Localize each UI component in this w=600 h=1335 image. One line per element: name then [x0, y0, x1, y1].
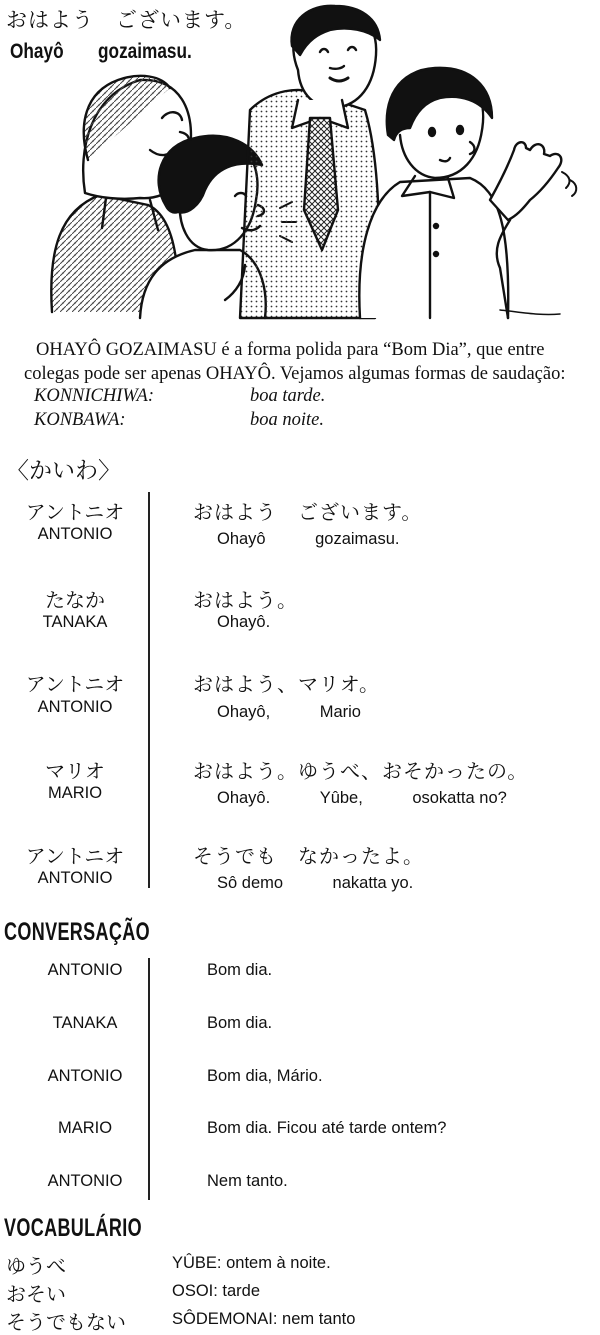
- line-romaji: Ohayô.: [217, 613, 271, 631]
- speaker-romaji: ANTONIO: [37, 869, 113, 887]
- line-japanese: おはよう ございます。: [193, 500, 423, 524]
- vocab-japanese: そうでもない: [6, 1310, 126, 1334]
- person-center-back: [240, 6, 380, 318]
- speaker-japanese: アントニオ: [25, 672, 125, 696]
- conversation-text: Bom dia, Mário.: [207, 1067, 323, 1085]
- kaiwa-heading: 〈かいわ〉: [6, 458, 121, 484]
- conversation-speaker: ANTONIO: [47, 1067, 123, 1085]
- line-japanese: おはよう。ゆうべ、おそかったの。: [193, 759, 529, 783]
- person-right: [359, 68, 576, 318]
- speaker-japanese: アントニオ: [25, 844, 125, 868]
- greeting-term: KONBAWA:: [34, 410, 126, 430]
- speaker-romaji: ANTONIO: [37, 525, 113, 543]
- line-romaji: Sô demo nakatta yo.: [217, 874, 414, 892]
- conversation-speaker: ANTONIO: [47, 1172, 123, 1190]
- title-japanese: おはよう ございます。: [6, 8, 247, 32]
- vocab-japanese: おそい: [6, 1282, 66, 1306]
- vocabulario-heading: VOCABULÁRIO: [4, 1214, 142, 1242]
- speaker-japanese: たなか: [45, 588, 105, 612]
- line-japanese: そうでも なかったよ。: [193, 844, 424, 868]
- line-romaji: Ohayô gozaimasu.: [217, 530, 400, 548]
- vocab-definition: SÔDEMONAI: nem tanto: [172, 1310, 356, 1328]
- intro-paragraph: OHAYÔ GOZAIMASU é a forma polida para “Bom Dia”, que entre colegas pode ser apenas OHAYÔ. Vejamos algumas formas de saudação:: [24, 340, 566, 384]
- vocab-definition: OSOI: tarde: [172, 1282, 261, 1300]
- conversacao-heading: CONVERSAÇÃO: [4, 918, 150, 946]
- line-japanese: おはよう、マリオ。: [193, 672, 380, 696]
- conversation-speaker: TANAKA: [52, 1014, 118, 1032]
- conversation-text: Bom dia.: [207, 1014, 273, 1032]
- line-romaji: Ohayô, Mario: [217, 703, 361, 721]
- conversation-text: Bom dia.: [207, 961, 273, 979]
- speaker-romaji: TANAKA: [42, 613, 108, 631]
- line-romaji: Ohayô. Yûbe, osokatta no?: [217, 789, 507, 807]
- conversation-speaker: ANTONIO: [47, 961, 123, 979]
- speaker-romaji: ANTONIO: [37, 698, 113, 716]
- speaker-romaji: MARIO: [47, 784, 103, 802]
- greeting-meaning: boa tarde.: [250, 386, 326, 406]
- conversation-speaker: MARIO: [57, 1119, 113, 1137]
- conversation-text: Bom dia. Ficou até tarde ontem?: [207, 1119, 447, 1137]
- speaker-japanese: アントニオ: [25, 500, 125, 524]
- vocab-definition: YÛBE: ontem à noite.: [172, 1254, 331, 1272]
- title-romaji: Ohayô gozaimasu.: [10, 40, 192, 63]
- conversation-text: Nem tanto.: [207, 1172, 288, 1190]
- speaker-japanese: マリオ: [45, 759, 105, 783]
- greeting-term: KONNICHIWA:: [34, 386, 154, 406]
- vocab-japanese: ゆうべ: [6, 1254, 66, 1278]
- line-japanese: おはよう。: [193, 588, 298, 612]
- greeting-meaning: boa noite.: [250, 410, 324, 430]
- greeting-illustration: [30, 0, 600, 328]
